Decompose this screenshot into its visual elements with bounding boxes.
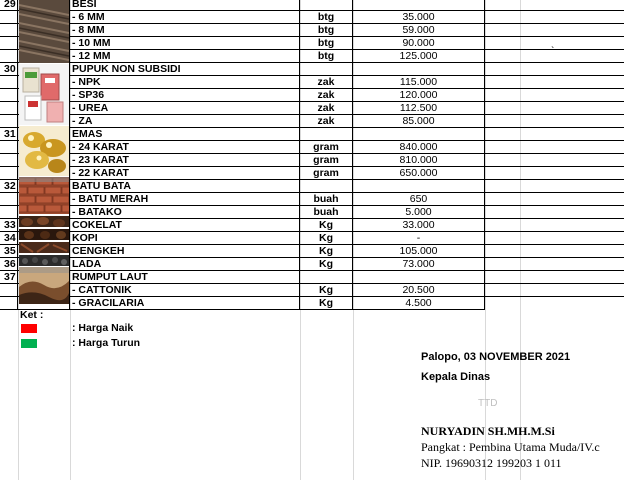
fertilizer-photo xyxy=(19,64,69,125)
brick-photo xyxy=(19,177,69,214)
commodity-name: - 8 MM xyxy=(70,23,300,36)
price-cell xyxy=(353,179,485,192)
unit-cell: Kg xyxy=(300,231,353,244)
price-cell: 59.000 xyxy=(353,23,485,36)
row-number xyxy=(0,296,18,309)
commodity-name: - 12 MM xyxy=(70,49,300,62)
extra-cell xyxy=(485,127,624,140)
table-row xyxy=(0,62,624,75)
unit-cell xyxy=(300,62,353,75)
table-row xyxy=(0,179,624,192)
commodity-name: EMAS xyxy=(70,127,300,140)
row-number: 36 xyxy=(0,257,18,270)
extra-cell xyxy=(485,23,624,36)
price-cell: - xyxy=(353,231,485,244)
extra-cell xyxy=(485,10,624,23)
price-cell: 5.000 xyxy=(353,205,485,218)
extra-cell xyxy=(485,218,624,231)
unit-cell: gram xyxy=(300,140,353,153)
commodity-name: - SP36 xyxy=(70,88,300,101)
commodity-name: RUMPUT LAUT xyxy=(70,270,300,283)
legend-title: Ket : xyxy=(20,309,44,321)
unit-cell xyxy=(300,127,353,140)
row-number xyxy=(0,36,18,49)
clove-photo xyxy=(19,241,69,253)
table-row xyxy=(0,270,624,283)
unit-cell: zak xyxy=(300,75,353,88)
row-number: 34 xyxy=(0,231,18,244)
commodity-name: KOPI xyxy=(70,231,300,244)
commodity-name: - 22 KARAT xyxy=(70,166,300,179)
commodity-name: BATU BATA xyxy=(70,179,300,192)
extra-cell xyxy=(485,0,624,10)
price-cell: 650.000 xyxy=(353,166,485,179)
row-number: 29 xyxy=(0,0,18,10)
row-number: 32 xyxy=(0,179,18,192)
row-number xyxy=(0,23,18,36)
commodity-name: - ZA xyxy=(70,114,300,127)
extra-cell xyxy=(485,270,624,283)
table-row xyxy=(0,114,624,127)
table-row xyxy=(0,23,624,36)
place-date: Palopo, 03 NOVEMBER 2021 xyxy=(421,351,571,363)
extra-cell xyxy=(485,257,624,270)
unit-cell: Kg xyxy=(300,244,353,257)
table-row xyxy=(0,218,624,231)
commodity-name: LADA xyxy=(70,257,300,270)
table-row xyxy=(0,205,624,218)
position-title: Kepala Dinas xyxy=(421,371,491,383)
iron-bar-photo xyxy=(19,0,69,63)
row-number xyxy=(0,140,18,153)
price-cell xyxy=(353,0,485,10)
extra-cell xyxy=(485,179,624,192)
commodity-name: - UREA xyxy=(70,101,300,114)
unit-cell: buah xyxy=(300,192,353,205)
stray-mark: ` xyxy=(551,46,555,57)
price-up-swatch xyxy=(21,324,37,333)
table-row xyxy=(0,36,624,49)
table-row xyxy=(0,101,624,114)
extra-cell xyxy=(485,88,624,101)
coffee-beans-photo xyxy=(19,228,69,240)
price-cell: 115.000 xyxy=(353,75,485,88)
extra-cell xyxy=(485,192,624,205)
unit-cell xyxy=(300,0,353,10)
row-number xyxy=(0,166,18,179)
row-number xyxy=(0,192,18,205)
unit-cell: Kg xyxy=(300,283,353,296)
unit-cell: zak xyxy=(300,101,353,114)
commodity-name: - 6 MM xyxy=(70,10,300,23)
ttd-placeholder: TTD xyxy=(478,398,498,409)
unit-cell: btg xyxy=(300,36,353,49)
unit-cell: Kg xyxy=(300,257,353,270)
unit-cell: btg xyxy=(300,10,353,23)
row-number xyxy=(0,75,18,88)
commodity-name: - BATAKO xyxy=(70,205,300,218)
unit-cell xyxy=(300,179,353,192)
row-number: 35 xyxy=(0,244,18,257)
row-number xyxy=(0,283,18,296)
legend-price-up-label: : Harga Naik xyxy=(72,322,134,334)
official-rank: Pangkat : Pembina Utama Muda/IV.c xyxy=(421,440,600,454)
legend-price-down-label: : Harga Turun xyxy=(72,337,141,349)
row-number: 33 xyxy=(0,218,18,231)
price-cell: 20.500 xyxy=(353,283,485,296)
extra-cell xyxy=(485,231,624,244)
price-cell xyxy=(353,127,485,140)
price-down-swatch xyxy=(21,339,37,348)
price-cell: 85.000 xyxy=(353,114,485,127)
price-cell: 120.000 xyxy=(353,88,485,101)
price-cell: 810.000 xyxy=(353,153,485,166)
unit-cell: Kg xyxy=(300,296,353,309)
extra-cell xyxy=(485,62,624,75)
extra-cell xyxy=(485,75,624,88)
cocoa-beans-photo xyxy=(19,215,69,227)
unit-cell: btg xyxy=(300,23,353,36)
row-number xyxy=(0,10,18,23)
price-cell: 125.000 xyxy=(353,49,485,62)
table-row xyxy=(0,49,624,62)
unit-cell: gram xyxy=(300,166,353,179)
price-cell: 650 xyxy=(353,192,485,205)
row-number xyxy=(0,101,18,114)
commodity-name: BESI xyxy=(70,0,300,10)
extra-cell xyxy=(485,114,624,127)
unit-cell: gram xyxy=(300,153,353,166)
table-row xyxy=(0,283,624,296)
extra-cell xyxy=(485,140,624,153)
unit-cell xyxy=(300,270,353,283)
row-number: 30 xyxy=(0,62,18,75)
price-cell: 90.000 xyxy=(353,36,485,49)
table-row xyxy=(0,140,624,153)
table-row xyxy=(0,127,624,140)
table-bottom-border xyxy=(0,309,485,310)
commodity-name: CENGKEH xyxy=(70,244,300,257)
table-row xyxy=(0,0,624,10)
extra-cell xyxy=(485,153,624,166)
table-row xyxy=(0,166,624,179)
commodity-name: - 10 MM xyxy=(70,36,300,49)
row-number xyxy=(0,88,18,101)
price-cell xyxy=(353,270,485,283)
commodity-name: - BATU MERAH xyxy=(70,192,300,205)
extra-cell xyxy=(485,166,624,179)
extra-cell xyxy=(485,36,624,49)
extra-cell xyxy=(485,296,624,309)
seaweed-photo xyxy=(19,267,69,304)
gold-photo xyxy=(19,126,69,176)
table-row xyxy=(0,153,624,166)
unit-cell: Kg xyxy=(300,218,353,231)
price-cell: 35.000 xyxy=(353,10,485,23)
table-row xyxy=(0,75,624,88)
table-row xyxy=(0,231,624,244)
table-row xyxy=(0,88,624,101)
row-number xyxy=(0,49,18,62)
commodity-name: - CATTONIK xyxy=(70,283,300,296)
unit-cell: zak xyxy=(300,88,353,101)
table-row xyxy=(0,244,624,257)
row-number: 31 xyxy=(0,127,18,140)
unit-cell: buah xyxy=(300,205,353,218)
extra-cell xyxy=(485,205,624,218)
pepper-photo xyxy=(19,254,69,266)
extra-cell xyxy=(485,49,624,62)
commodity-name: PUPUK NON SUBSIDI xyxy=(70,62,300,75)
unit-cell: btg xyxy=(300,49,353,62)
price-cell: 112.500 xyxy=(353,101,485,114)
extra-cell xyxy=(485,101,624,114)
extra-cell xyxy=(485,283,624,296)
table-row xyxy=(0,10,624,23)
extra-cell xyxy=(485,244,624,257)
row-number: 37 xyxy=(0,270,18,283)
official-nip: NIP. 19690312 199203 1 011 xyxy=(421,456,562,470)
commodity-name: - NPK xyxy=(70,75,300,88)
row-number xyxy=(0,205,18,218)
table-row xyxy=(0,257,624,270)
row-number xyxy=(0,114,18,127)
price-cell: 840.000 xyxy=(353,140,485,153)
price-cell: 105.000 xyxy=(353,244,485,257)
price-cell: 4.500 xyxy=(353,296,485,309)
table-row xyxy=(0,296,624,309)
official-name: NURYADIN SH.MH.M.Si xyxy=(421,424,555,438)
table-row xyxy=(0,192,624,205)
price-cell xyxy=(353,62,485,75)
commodity-name: - 24 KARAT xyxy=(70,140,300,153)
price-cell: 73.000 xyxy=(353,257,485,270)
unit-cell: zak xyxy=(300,114,353,127)
row-number xyxy=(0,153,18,166)
price-cell: 33.000 xyxy=(353,218,485,231)
commodity-name: - 23 KARAT xyxy=(70,153,300,166)
commodity-name: - GRACILARIA xyxy=(70,296,300,309)
commodity-name: COKELAT xyxy=(70,218,300,231)
